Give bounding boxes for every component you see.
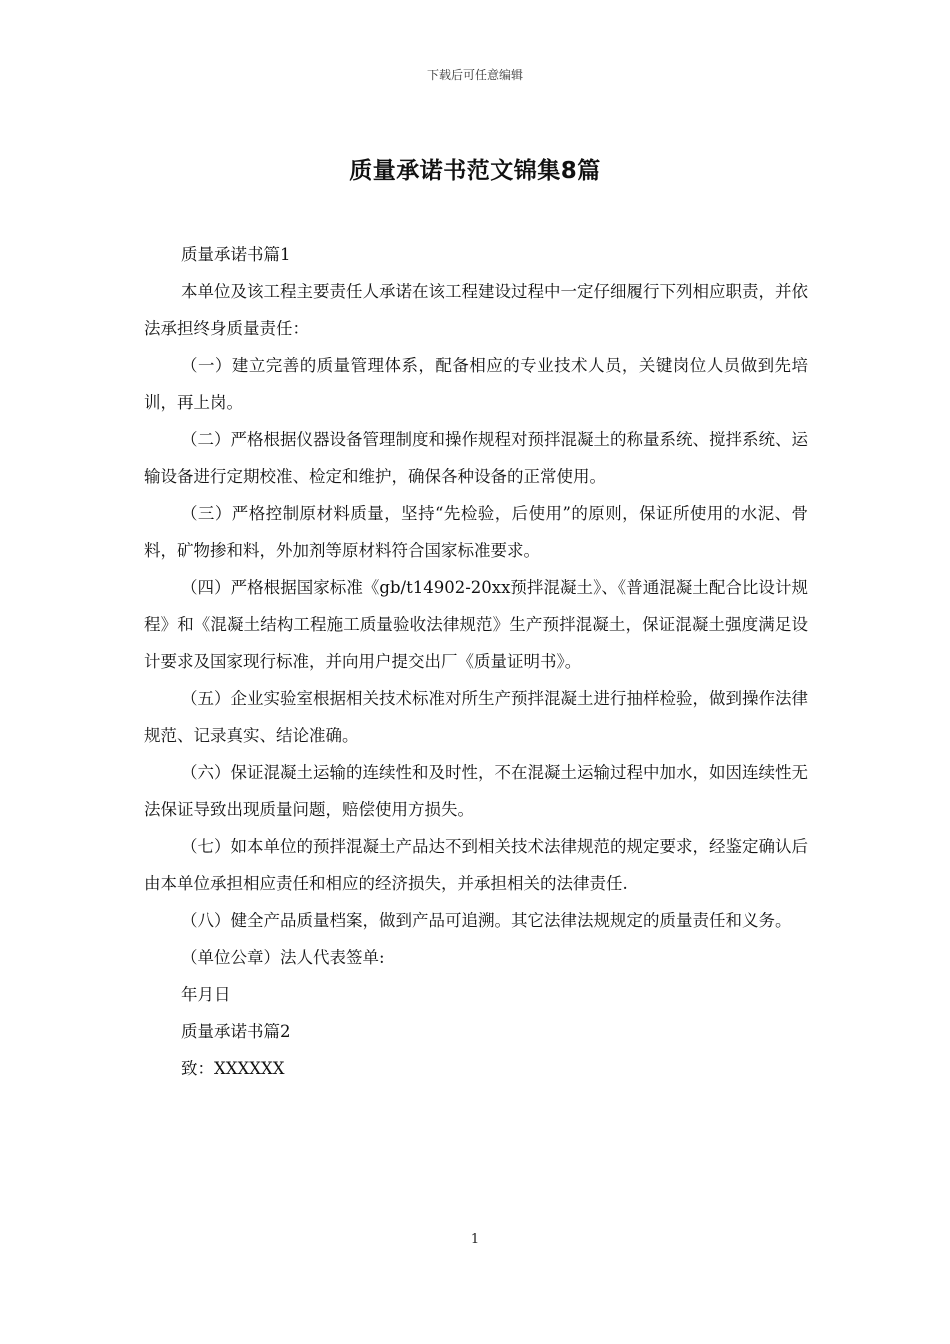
signature-line: （单位公章）法人代表签单: bbox=[181, 948, 385, 967]
document-body bbox=[144, 236, 808, 1087]
section-heading-1: 质量承诺书篇1 bbox=[181, 245, 291, 264]
paragraph-item-2: （二）严格根据仪器设备管理制度和操作规程对预拌混凝土的称量系统、搅拌系统、运输设备进行定期校准、检定和维护，确保各种设备的正常使用。 bbox=[144, 430, 808, 486]
header-note: 下载后可任意编辑 bbox=[426, 68, 523, 82]
paragraph-item-8: （八）健全产品质量档案，做到产品可追溯。其它法律法规规定的质量责任和义务。 bbox=[181, 911, 792, 930]
paragraph-item-3: （三）严格控制原材料质量，坚持“先检验，后使用”的原则，保证所使用的水泥、骨料，矿物掺和料，外加剂等原材料符合国家标准要求。 bbox=[144, 504, 808, 560]
document-title: 质量承诺书范文锦集8篇 bbox=[349, 158, 601, 184]
paragraph-item-5: （五）企业实验室根据相关技术标准对所生产预拌混凝土进行抽样检验，做到操作法律规范、记录真实、结论准确。 bbox=[144, 689, 808, 745]
paragraph-item-4: （四）严格根据国家标准《gb/t14902-20xx预拌混凝土》、《普通混凝土配合比设计规程》和《混凝土结构工程施工质量验收法律规范》生产预拌混凝土，保证混凝土强度满足设计要求及国家现行标准，并向用户提交出厂《质量证明书》。 bbox=[144, 578, 808, 671]
paragraph-item-6: （六）保证混凝土运输的连续性和及时性，不在混凝土运输过程中加水，如因连续性无法保证导致出现质量问题，赔偿使用方损失。 bbox=[144, 763, 808, 819]
paragraph-item-7: （七）如本单位的预拌混凝土产品达不到相关技术法律规范的规定要求，经鉴定确认后由本单位承担相应责任和相应的经济损失，并承担相关的法律责任. bbox=[144, 837, 808, 893]
addressee-line: 致：XXXXXX bbox=[181, 1059, 285, 1078]
paragraph-item-1: （一）建立完善的质量管理体系，配备相应的专业技术人员，关键岗位人员做到先培训，再上岗。 bbox=[144, 356, 808, 412]
paragraph-intro: 本单位及该工程主要责任人承诺在该工程建设过程中一定仔细履行下列相应职责，并依法承担终身质量责任： bbox=[144, 282, 808, 338]
section-heading-2: 质量承诺书篇2 bbox=[181, 1022, 291, 1041]
date-line: 年月日 bbox=[181, 985, 231, 1004]
page-number: 1 bbox=[470, 1232, 480, 1247]
